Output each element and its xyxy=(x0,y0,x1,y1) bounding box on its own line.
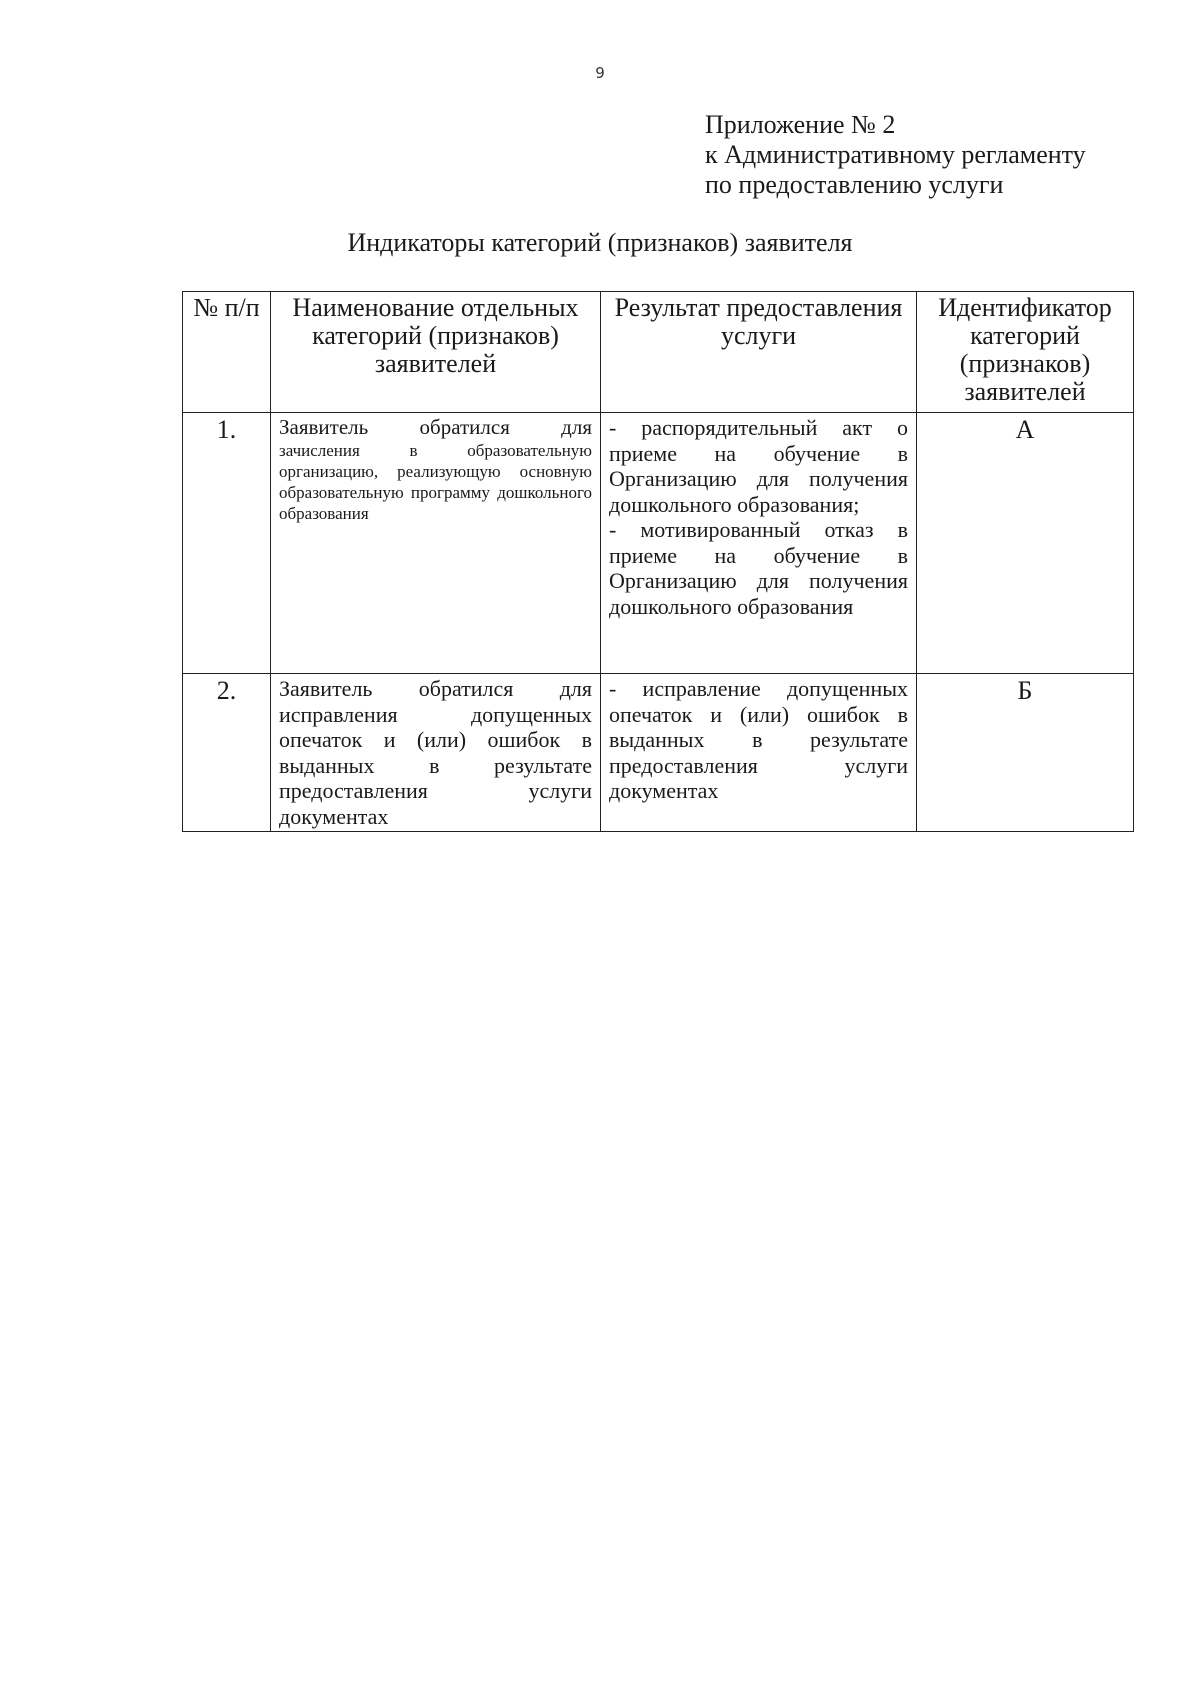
page-number: 9 xyxy=(595,64,605,82)
table-row xyxy=(183,674,1134,832)
category-text: Заявитель обратился для исправления допущенных опечаток и (или) ошибок в выданных в результате предоставления услуги документах xyxy=(279,676,592,829)
appendix-line-1: Приложение № 2 xyxy=(705,110,896,139)
result-item: - исправление допущенных опечаток и (или) ошибок в выданных в результате предоставления услуги документах xyxy=(609,676,908,803)
document-title: Индикаторы категорий (признаков) заявителя xyxy=(347,228,853,257)
row-identifier: Б xyxy=(917,674,1134,832)
row-result xyxy=(601,674,917,832)
header-category: Наименование отдельных категорий (признаков) заявителей xyxy=(271,292,601,413)
appendix-line-2: к Административному регламенту xyxy=(705,140,1086,169)
result-item: - распорядительный акт о приеме на обучение в Организацию для получения дошкольного образования; xyxy=(609,415,908,517)
row-number: 2. xyxy=(183,674,271,832)
row-category xyxy=(271,674,601,832)
row-number: 1. xyxy=(183,413,271,674)
category-text: зачисления в образовательную организацию, реализующую основную образовательную программу дошкольного образования xyxy=(279,441,592,523)
category-lead: Заявитель обратился для xyxy=(279,415,592,439)
header-num: № п/п xyxy=(183,292,271,413)
result-item: - мотивированный отказ в приеме на обучение в Организацию для получения дошкольного образования xyxy=(609,517,908,619)
appendix-header xyxy=(705,110,1086,200)
row-identifier: А xyxy=(917,413,1134,674)
indicators-table xyxy=(182,291,1134,832)
header-identifier: Идентификатор категорий (признаков) заявителей xyxy=(917,292,1134,413)
header-result: Результат предоставления услуги xyxy=(601,292,917,413)
appendix-line-3: по предоставлению услуги xyxy=(705,170,1004,199)
table-header-row xyxy=(183,292,1134,413)
row-result xyxy=(601,413,917,674)
row-category xyxy=(271,413,601,674)
table-row xyxy=(183,413,1134,674)
